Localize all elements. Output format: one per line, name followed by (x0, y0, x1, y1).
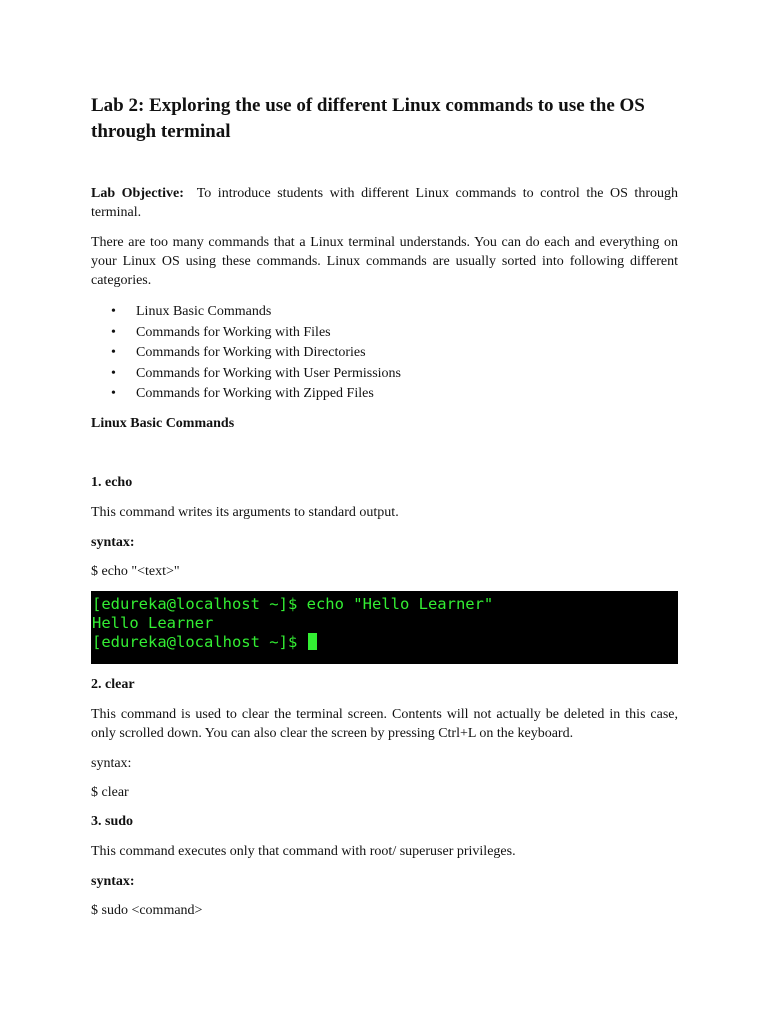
list-item (91, 384, 401, 405)
terminal-prompt-line (92, 633, 678, 652)
echo-syntax: $ echo "<text>" (91, 564, 180, 579)
list-item (91, 343, 401, 364)
list-item (91, 302, 401, 323)
list-item-label: Commands for Working with User Permissions (136, 365, 401, 381)
clear-syntax: $ clear (91, 785, 129, 800)
sudo-syntax: $ sudo <command> (91, 903, 203, 918)
echo-syntax-label: syntax: (91, 535, 135, 550)
list-item-label: Linux Basic Commands (136, 304, 272, 319)
clear-description: This command is used to clear the terminal screen. Contents will not actually be deleted in this case, only scrolled down. You can also clear the screen by pressing Ctrl+L on the keyboard. (91, 707, 678, 741)
bullet-icon: • (111, 324, 116, 340)
terminal-cursor-icon (308, 633, 317, 650)
intro-paragraph: There are too many commands that a Linux terminal understands. You can do each and everything on your Linux OS using these commands. Linux commands are usually sorted into following different categories. (91, 235, 678, 288)
terminal-line: [edureka@localhost ~]$ echo "Hello Learner" (92, 595, 494, 613)
lab-objective-text: To introduce students with different Linux commands to control the OS through terminal. (91, 186, 678, 220)
clear-syntax-label: syntax: (91, 756, 132, 771)
terminal-line: Hello Learner (92, 614, 214, 632)
list-item (91, 323, 401, 344)
list-item-label: Commands for Working with Files (136, 324, 331, 340)
sudo-description: This command executes only that command with root/ superuser privileges. (91, 844, 516, 859)
sudo-heading: 3. sudo (91, 814, 134, 829)
terminal-prompt: [edureka@localhost ~]$ (92, 633, 307, 651)
bullet-icon: • (111, 345, 116, 360)
sudo-syntax-label: syntax: (91, 874, 135, 889)
list-item-label: Commands for Working with Zipped Files (136, 386, 374, 401)
section-heading: Linux Basic Commands (91, 416, 235, 431)
bullet-icon: • (111, 304, 116, 319)
category-list (91, 302, 401, 405)
echo-description: This command writes its arguments to standard output. (91, 505, 399, 520)
clear-heading: 2. clear (91, 677, 135, 692)
bullet-icon: • (111, 386, 116, 401)
list-item-label: Commands for Working with Directories (136, 345, 366, 360)
page-title: Lab 2: Exploring the use of different Linux commands to use the OS through terminal (91, 95, 645, 142)
echo-heading: 1. echo (91, 475, 133, 490)
list-item (91, 364, 401, 385)
lab-objective-label: Lab Objective: (91, 186, 184, 201)
terminal-screenshot (91, 591, 678, 664)
lab-objective (91, 184, 678, 222)
bullet-icon: • (111, 365, 116, 381)
